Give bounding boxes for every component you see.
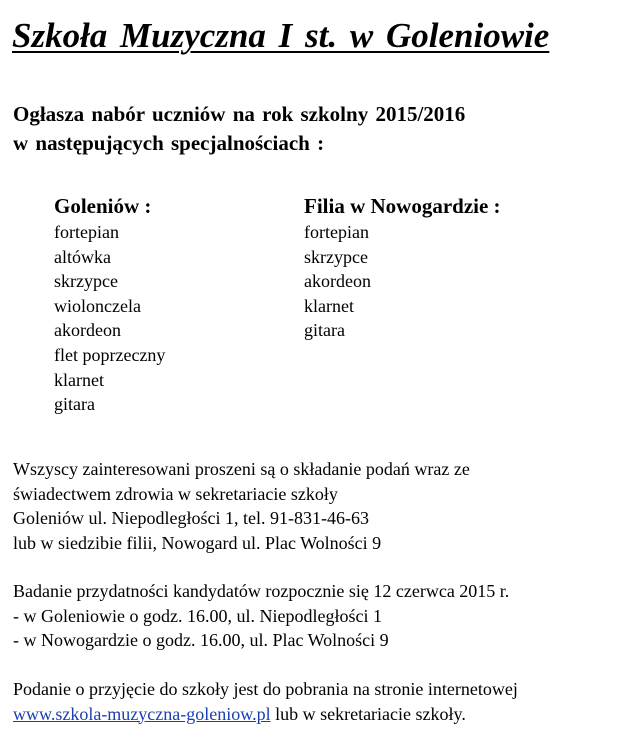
specialty-item: gitara [54,394,95,415]
page-title: Szkoła Muzyczna I st. w Goleniowie [12,16,550,55]
download-link-line [13,702,518,727]
info-line: świadectwem zdrowia w sekretariacie szkoły [13,483,338,504]
specialty-item: skrzypce [304,246,368,267]
goleniow-specialty-list [54,220,165,417]
info-line: Goleniów ul. Niepodległości 1, tel. 91-831-46-63 [13,508,369,528]
specialty-item: fortepian [304,222,369,242]
goleniow-heading: Goleniów : [54,194,152,218]
specialty-item: klarnet [304,295,354,316]
specialty-item: fortepian [54,222,119,242]
announcement-line-1: Ogłasza nabór uczniów na rok szkolny 2015/2016 [13,102,466,126]
info-line: lub w siedzibie filii, Nowogard ul. Plac Wolności 9 [13,532,382,553]
nowogard-heading: Filia w Nowogardzie : [304,194,501,218]
download-line: Podanie o przyjęcie do szkoły jest do pobrania na stronie internetowej [13,679,518,699]
school-website-link[interactable]: www.szkola-muzyczna-goleniow.pl [13,703,271,724]
download-suffix: lub w sekretariacie szkoły. [270,703,466,724]
announcement [13,100,465,158]
specialty-item: gitara [304,320,345,341]
specialty-item: klarnet [54,369,104,390]
nowogard-specialty-list [304,220,501,343]
specialty-item: akordeon [304,271,371,292]
specialty-item: altówka [54,246,111,267]
specialty-item: wiolonczela [54,295,141,316]
download-info [13,677,518,726]
application-info [13,457,470,555]
exam-line: Badanie przydatności kandydatów rozpocznie się 12 czerwca 2015 r. [13,581,510,601]
nowogard-column [304,192,501,343]
info-line: Wszyscy zainteresowani proszeni są o składanie podań wraz ze [13,459,470,479]
exam-info [13,579,509,653]
specialty-item: akordeon [54,320,121,341]
exam-line: - w Goleniowie o godz. 16.00, ul. Niepodległości 1 [13,605,382,626]
specialty-item: skrzypce [54,271,118,292]
exam-line: - w Nowogardzie o godz. 16.00, ul. Plac Wolności 9 [13,630,389,650]
announcement-line-2: w następujących specjalnościach : [13,131,325,155]
specialty-item: flet poprzeczny [54,344,166,365]
goleniow-column [54,192,165,417]
